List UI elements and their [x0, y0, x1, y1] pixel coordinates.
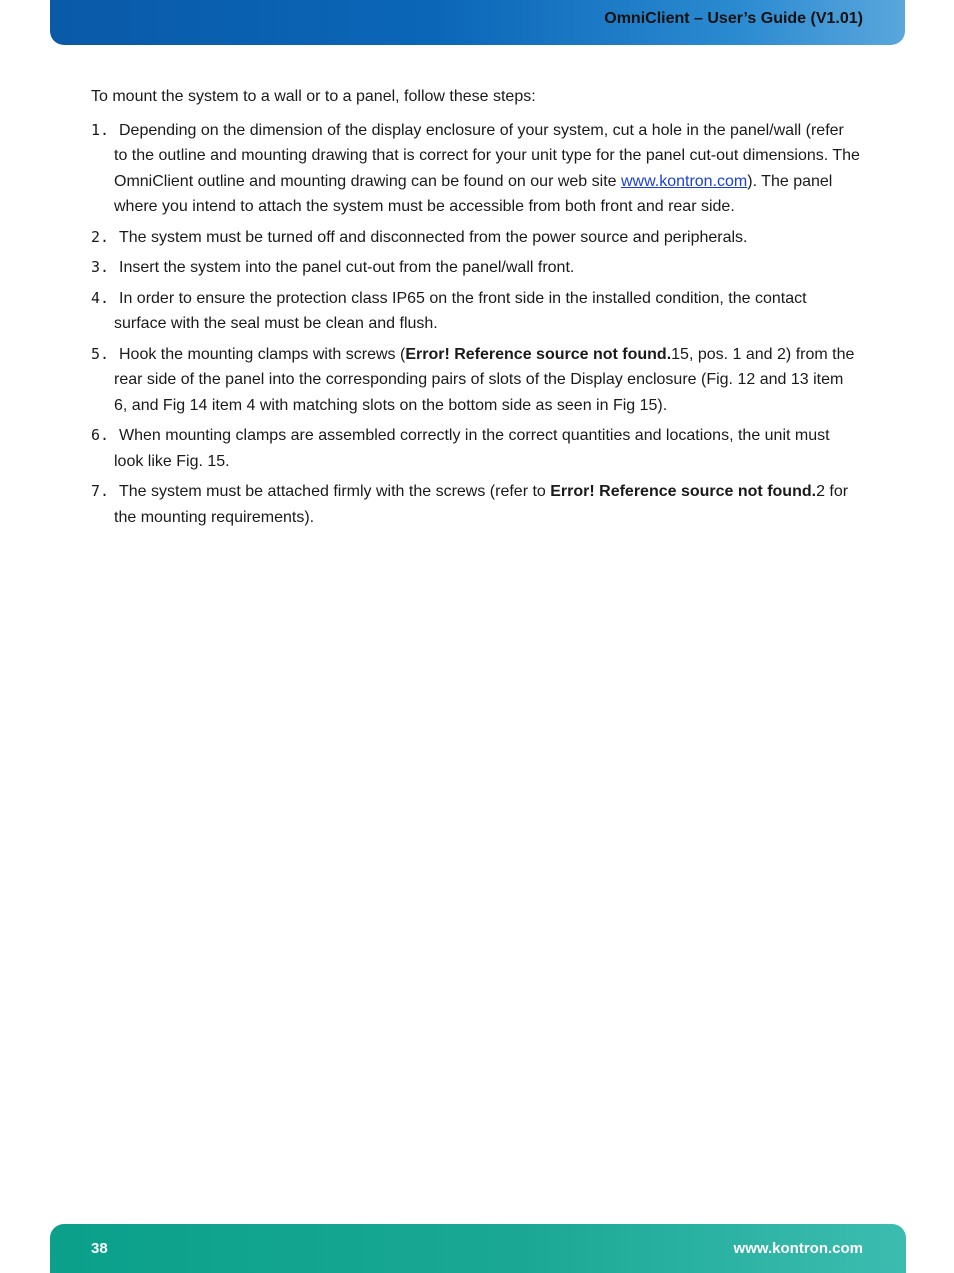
step-text: Depending on the dimension of the display enclosure of your system, cut a hole in the panel/wall (refer to the outline and mounting drawing that is correct for your unit type for the panel cut-out dimensions. The OmniClient outline and mounting drawing can be found on our web site — [114, 121, 860, 190]
step-number: 2. — [91, 227, 110, 246]
step-number: 6. — [91, 426, 110, 444]
step-item — [91, 225, 861, 251]
footer-band — [50, 1224, 906, 1273]
header-band — [50, 0, 905, 45]
step-item — [91, 286, 861, 337]
page-number: 38 — [91, 1240, 108, 1257]
step-item — [91, 479, 861, 530]
step-item — [91, 342, 861, 419]
step-number: 4. — [91, 288, 110, 307]
step-text-continued: ). The panel where you intend to attach the system must be accessible from both front and rear side. — [114, 172, 833, 215]
step-number: 7. — [91, 482, 110, 500]
reference-error-text: Error! Reference source not found. — [550, 483, 817, 500]
step-text: Insert the system into the panel cut-out from the panel/wall front. — [119, 259, 575, 276]
step-item — [91, 255, 861, 281]
step-text-continued: 2 for the mounting requirements). — [114, 483, 849, 526]
step-number: 3. — [91, 258, 110, 276]
step-number: 1. — [91, 120, 110, 139]
step-text: Hook the mounting clamps with screws ( — [119, 345, 406, 363]
intro-paragraph: To mount the system to a wall or to a panel, follow these steps: — [91, 88, 536, 105]
step-item — [91, 118, 861, 220]
step-text: When mounting clamps are assembled correctly in the correct quantities and locations, the unit must look like Fig. 15. — [114, 427, 830, 470]
step-item — [91, 423, 861, 474]
kontron-website-link[interactable]: www.kontron.com — [620, 172, 748, 190]
page-content — [91, 84, 861, 535]
footer-website-url: www.kontron.com — [733, 1240, 863, 1257]
step-text: The system must be turned off and disconnected from the power source and peripherals. — [119, 228, 748, 246]
step-number: 5. — [91, 344, 110, 363]
mounting-steps-list — [91, 118, 861, 531]
reference-error-text: Error! Reference source not found. — [405, 345, 672, 363]
step-text-continued: 15, pos. 1 and 2) from the rear side of the panel into the corresponding pairs of slots of the Display enclosure (Fig. 12 and 13 item 6, and Fig 14 item 4 with matching slots on the bottom side as seen in Fig 15). — [114, 345, 855, 414]
document-title: OmniClient – User’s Guide (V1.01) — [604, 10, 863, 27]
step-text: The system must be attached firmly with the screws (refer to — [119, 483, 551, 500]
step-text: In order to ensure the protection class IP65 on the front side in the installed condition, the contact surface with the seal must be clean and flush. — [114, 289, 807, 332]
